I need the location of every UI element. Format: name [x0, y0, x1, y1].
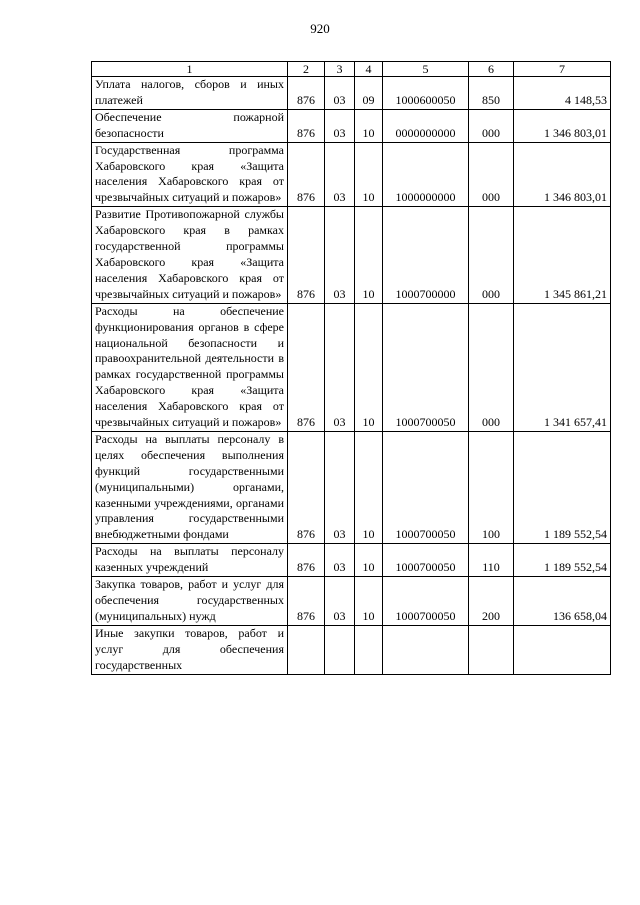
table-row [92, 577, 611, 626]
row-expense-type-code: 100 [469, 431, 514, 543]
row-description: Развитие Противопожарной службы Хабаровского края в рамках государственной программы Хабаровского края «Защита населения Хабаровского края от чрезвычайных ситуаций и пожаров» [92, 207, 288, 303]
row-subsection-code: 10 [355, 207, 383, 303]
row-amount: 1 341 657,41 [514, 303, 611, 431]
row-expense-type-code: 000 [469, 207, 514, 303]
row-ved-code: 876 [288, 109, 325, 142]
row-expense-type-code: 200 [469, 577, 514, 626]
row-section-code: 03 [325, 577, 355, 626]
row-expense-type-code [469, 625, 514, 674]
row-section-code [325, 625, 355, 674]
row-description: Закупка товаров, работ и услуг для обеспечения государственных (муниципальных) нужд [92, 577, 288, 626]
row-subsection-code: 10 [355, 431, 383, 543]
row-description: Расходы на обеспечение функционирования органов в сфере национальной безопасности и правоохранительной деятельности в рамках государственной программы Хабаровского края «Защита населения Хабаровского края от чрезвычайных ситуаций и пожаров» [92, 303, 288, 431]
column-header: 1 [92, 62, 288, 77]
row-description: Расходы на выплаты персоналу в целях обеспечения выполнения функций государственными (муниципальными) органами, казенными учреждениями, органами управления государственными внебюджетными фондами [92, 431, 288, 543]
column-header: 7 [514, 62, 611, 77]
row-expense-type-code: 000 [469, 142, 514, 207]
row-subsection-code: 09 [355, 77, 383, 110]
table-row [92, 544, 611, 577]
row-target-article-code: 1000000000 [383, 142, 469, 207]
row-section-code: 03 [325, 303, 355, 431]
table-row [92, 625, 611, 674]
row-section-code: 03 [325, 109, 355, 142]
row-ved-code: 876 [288, 303, 325, 431]
row-description: Иные закупки товаров, работ и услуг для обеспечения государственных [92, 625, 288, 674]
row-section-code: 03 [325, 431, 355, 543]
row-subsection-code: 10 [355, 109, 383, 142]
row-section-code: 03 [325, 142, 355, 207]
budget-table [91, 61, 611, 675]
column-header: 3 [325, 62, 355, 77]
table-row [92, 431, 611, 543]
table-row [92, 77, 611, 110]
row-target-article-code: 1000700000 [383, 207, 469, 303]
column-header: 6 [469, 62, 514, 77]
row-target-article-code: 0000000000 [383, 109, 469, 142]
row-subsection-code: 10 [355, 303, 383, 431]
row-description: Уплата налогов, сборов и иных платежей [92, 77, 288, 110]
row-amount: 1 346 803,01 [514, 142, 611, 207]
row-section-code: 03 [325, 77, 355, 110]
row-target-article-code [383, 625, 469, 674]
row-ved-code: 876 [288, 207, 325, 303]
row-subsection-code [355, 625, 383, 674]
table-row [92, 207, 611, 303]
row-amount: 136 658,04 [514, 577, 611, 626]
table-row [92, 303, 611, 431]
row-description: Обеспечение пожарной безопасности [92, 109, 288, 142]
row-subsection-code: 10 [355, 577, 383, 626]
row-target-article-code: 1000700050 [383, 577, 469, 626]
row-amount: 4 148,53 [514, 77, 611, 110]
row-ved-code: 876 [288, 77, 325, 110]
row-target-article-code: 1000600050 [383, 77, 469, 110]
table-row [92, 142, 611, 207]
row-subsection-code: 10 [355, 544, 383, 577]
row-amount [514, 625, 611, 674]
table-header-row [92, 62, 611, 77]
row-amount: 1 189 552,54 [514, 544, 611, 577]
row-ved-code: 876 [288, 142, 325, 207]
row-expense-type-code: 110 [469, 544, 514, 577]
row-expense-type-code: 000 [469, 303, 514, 431]
row-ved-code: 876 [288, 431, 325, 543]
row-ved-code: 876 [288, 577, 325, 626]
row-ved-code [288, 625, 325, 674]
row-target-article-code: 1000700050 [383, 303, 469, 431]
row-section-code: 03 [325, 544, 355, 577]
row-section-code: 03 [325, 207, 355, 303]
row-description: Государственная программа Хабаровского края «Защита населения Хабаровского края от чрезвычайных ситуаций и пожаров» [92, 142, 288, 207]
row-amount: 1 189 552,54 [514, 431, 611, 543]
column-header: 4 [355, 62, 383, 77]
row-subsection-code: 10 [355, 142, 383, 207]
column-header: 2 [288, 62, 325, 77]
column-header: 5 [383, 62, 469, 77]
row-expense-type-code: 000 [469, 109, 514, 142]
row-amount: 1 346 803,01 [514, 109, 611, 142]
page-number: 920 [310, 21, 330, 36]
row-target-article-code: 1000700050 [383, 431, 469, 543]
row-description: Расходы на выплаты персоналу казенных учреждений [92, 544, 288, 577]
row-expense-type-code: 850 [469, 77, 514, 110]
row-amount: 1 345 861,21 [514, 207, 611, 303]
table-row [92, 109, 611, 142]
row-target-article-code: 1000700050 [383, 544, 469, 577]
row-ved-code: 876 [288, 544, 325, 577]
